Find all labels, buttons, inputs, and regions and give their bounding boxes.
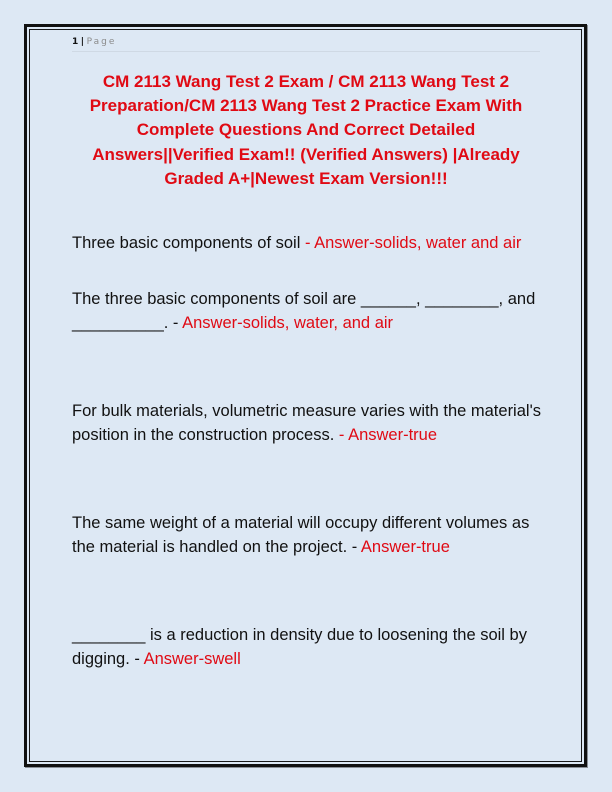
page-label: Page	[86, 37, 117, 47]
page-separator: |	[80, 37, 85, 47]
qa-item	[72, 231, 548, 255]
page-number: 1	[72, 37, 79, 47]
answer-text: Answer-swell	[143, 650, 241, 668]
answer-text: Answer-true	[360, 538, 450, 556]
header-divider	[72, 51, 540, 52]
question-text: ________ is a reduction in density due to loosening the soil by digging. -	[72, 626, 527, 668]
qa-item	[72, 399, 548, 447]
answer-text: Answer-solids, water, and air	[182, 314, 394, 332]
question-text: The same weight of a material will occupy different volumes as the material is handled on the project. -	[72, 514, 530, 556]
answer-text: - Answer-true	[338, 426, 438, 444]
question-text: For bulk materials, volumetric measure varies with the material's position in the construction process.	[72, 402, 541, 444]
qa-item	[72, 511, 548, 559]
page-header	[72, 37, 116, 47]
answer-text: - Answer-solids, water and air	[304, 234, 522, 252]
qa-item	[72, 623, 548, 671]
question-text: The three basic components of soil are ______, ________, and __________. -	[72, 290, 536, 332]
qa-item	[72, 287, 548, 335]
question-text: Three basic components of soil	[72, 234, 305, 252]
document-title: CM 2113 Wang Test 2 Exam / CM 2113 Wang Test 2 Preparation/CM 2113 Wang Test 2 Practice Exam With Complete Questions And Correct Detailed Answers||Verified Exam!! (Verified Answers) |Already Graded A+|Newest Exam Version!!!	[89, 72, 523, 188]
